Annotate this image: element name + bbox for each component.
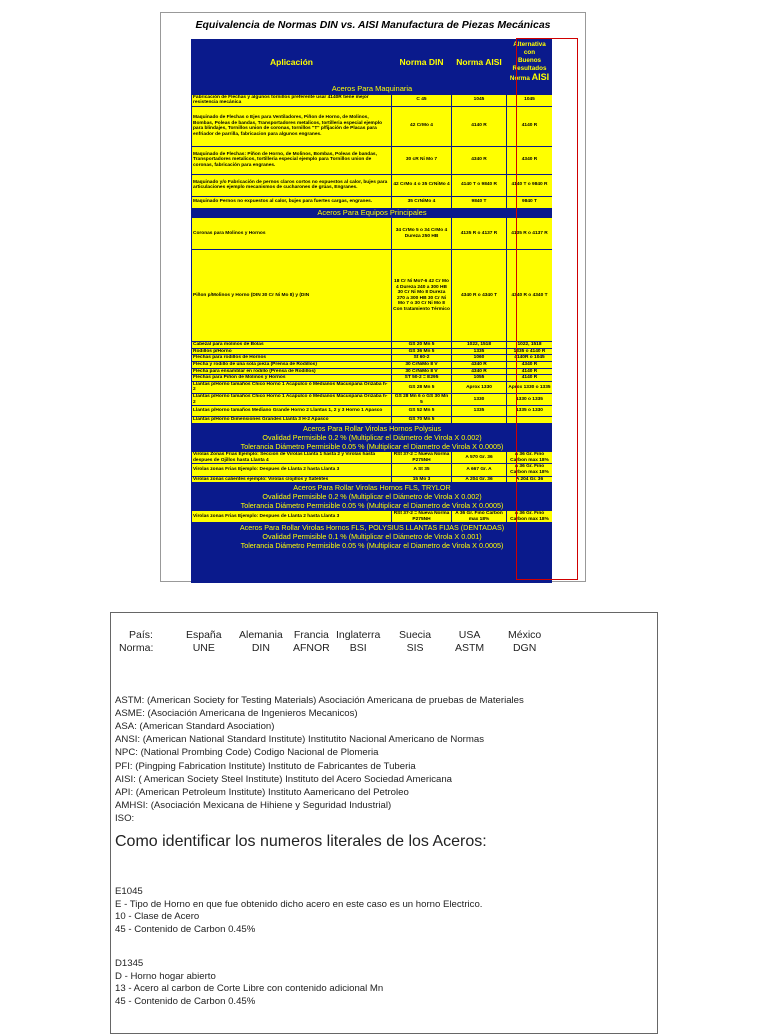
cell-aplicacion: Virolas Zonas Frias Ejemplo: Seccion de Virolas Llanta 1 hasta 2 y Virolas hasta despues de Ojillos hasta Llanta 4 [192,452,392,464]
cell-aisi: A 204 Gr. 36 [452,476,507,483]
code-line: 45 - Contenido de Carbon 0.45% [115,995,256,1007]
cell-alternativa: 4340 R o 4340 T [507,250,553,342]
abbreviation-line: NPC: (National Prombing Code) Codigo Nacional de Plomeria [115,747,379,759]
country-norm: BSI [349,642,367,654]
cell-alternativa: 9840 T [507,196,553,208]
cell-aisi: 1330 [452,393,507,405]
cell-aisi: 4340 R o 4340 T [452,250,507,342]
cell-aplicacion: Flecha para ensamblar en rodillo (Prensa de Rodillos) [192,368,392,375]
cell-din: 15 Mo 3 [392,476,452,483]
country-column [455,629,484,655]
abbreviation-line: ANSI: (American National Standard Institute) Institutito Nacional Americano de Normas [115,734,484,746]
section-line: Ovalidad Permisible 0.2 % (Multiplicar el Diámetro de Virola X 0.002) [262,433,482,443]
cell-din: ST 50-2 = E295 [392,375,452,382]
cell-aisi: A 667 Gr. A [452,464,507,476]
cell-alternativa: 4140 R [507,106,553,146]
table-row [192,355,553,362]
table-row [192,196,553,208]
cell-din: GS 28 Mn 6 o GS 30 Mn 5 [392,393,452,405]
header-alt-line4 [508,73,551,83]
cell-alternativa: 4140 R [507,368,553,375]
cell-aisi [452,417,507,424]
label-norma: Norma: [119,642,154,654]
country-column [239,629,283,655]
cell-aisi: A 570 Gr. 36 [452,452,507,464]
country-name: Alemania [239,629,283,641]
cell-aplicacion: Maquinado Pernos no expuestos al calor, bujes para fuertes cargas, engranes. [192,196,392,208]
country-name: Suecia [399,629,432,641]
code-line: D1345 [115,958,144,969]
country-norm: DGN [512,642,537,654]
cell-din: 42 CrMo 4 o 35 CrNiMo 4 [392,174,452,196]
cell-alternativa: 1335 o 1330 [507,406,553,417]
section-line: Tolerancia Diámetro Permisible 0.05 % (Multiplicar el Diametro de Virola X 0.0005) [240,501,504,511]
cell-alternativa: 4140 R [507,375,553,382]
cell-alternativa: 4135 R o 4137 R [507,218,553,250]
table-row [192,381,553,393]
code-line: E - Tipo de Horno en que fue obtenido dicho acero en este caso es un horno Electrico. [115,898,483,910]
abbreviation-line: AMHSI: (Asociación Mexicana de Hihiene y Seguridad Industrial) [115,799,392,811]
header-alt-line3: Resultados [512,65,547,72]
cell-aplicacion: Llantas p/Horno tamaños Chico Horno 1 Acapulco ó Medianos Macuspana Orizaba h-2 [192,381,392,393]
section-line: Tolerancia Diámetro Permisible 0.05 % (Multiplicar el Diametro de Virola X 0.0005) [240,541,504,551]
abbreviation-line: API: (American Petroleum Institute) Instituto Aamericano del Petroleo [115,786,409,798]
cell-aisi: 4340 R [452,361,507,368]
country-column [293,629,330,655]
cell-alternativa: 1330 o 1335 [507,393,553,405]
table-row [192,106,553,146]
table-row [192,218,553,250]
section-title [192,483,553,511]
equivalence-table [191,39,552,583]
cell-alternativa: A 204 Gr. 36 [507,476,553,483]
cell-alternativa: 4140R o 1045 [507,355,553,362]
country-name: Francia [293,629,329,641]
cell-aisi: A 36 Gr. Fino Carbon max 18% [452,511,507,523]
country-name: Inglaterra [336,629,381,641]
cell-din: C 45 [392,94,452,106]
group-polysius [192,452,553,483]
section-title: Aceros Para Equipos Principales [192,208,553,218]
cell-aisi: 9840 T [452,196,507,208]
cell-alternativa [507,417,553,424]
cell-aplicacion: Maquinado y/o Fabricación de pernos claros cortos no expuestos al calor, bujes para articulaciones ejemplo mecanismos de cucharones de grúas, Engranes. [192,174,392,196]
cell-aplicacion: Piñon p/Molinos y Horno (DIN 30 Cr Ni Mo 8) y (DIN [192,250,392,342]
cell-din: 42 CrMo 4 [392,106,452,146]
cell-din: GS 36 Mn 5 [392,348,452,355]
cell-aisi: 4340 R [452,146,507,174]
table-row [192,393,553,405]
cell-aplicacion: Flechas para rodillos de Hornos [192,355,392,362]
country-norm: ASTM [455,642,485,654]
table-row [192,511,553,523]
header-alt-line1: Alternativa con [513,41,546,56]
code-line: 45 - Contenido de Carbon 0.45% [115,923,256,935]
country-norm: AFNOR [293,642,330,654]
table-row [192,464,553,476]
header-aisi: Norma AISI [452,40,507,85]
header-row [192,40,553,85]
table-row [192,476,553,483]
section-fls-trylor [192,483,553,511]
cell-aisi: 1060 [452,355,507,362]
section-title: Aceros Para Maquinaria [192,85,553,95]
cell-aplicacion: Fabricación de Flechas y algunos tornillos preferente usar 4140R tiene mejor resistencia mecánica [192,94,392,106]
abbreviation-line: ASME: (Asociación Americana de Ingenieros Mecanicos) [115,708,358,720]
label-pais: País: [129,629,153,641]
abbreviation-line: ISO: [115,812,135,824]
section-line: Aceros Para Rollar Virolas Hornos FLS, POLYSIUS LLANTAS FIJAS (DENTADAS) [239,523,505,533]
country-column [336,629,380,655]
country-column [186,629,222,655]
norms-notes-page [110,612,658,1034]
cell-aisi: 4340 R [452,368,507,375]
equivalence-grid [191,39,552,551]
cell-din: A St 35 [392,464,452,476]
cell-aisi: 4140 T o 9840 R [452,174,507,196]
cell-din: St 60-2 [392,355,452,362]
section-line: Ovalidad Permisible 0.2 % (Multiplicar el Diámetro de Virola X 0.002) [262,492,482,502]
table-row [192,375,553,382]
cell-aisi: 4140 R [452,106,507,146]
table-row [192,342,553,349]
cell-din: GS 20 Mn 5 [392,342,452,349]
cell-aplicacion: Virolas zonas calientes ejemplo: Virolas c/ojillos y Satelites [192,476,392,483]
cell-aplicacion: Virolas zonas Frias Ejemplo: Despues de Llanta 2 hasta Llanta 3 [192,464,392,476]
cell-aplicacion: Maquinado de Flechas: Piñon de Horno, de Molinos, Bombas, Poleas de bandas, Transportadores metalicos, tortilleria especial ejemplo para Tornillos union de coronas, fabricación para engranes. [192,146,392,174]
country-column [508,629,541,655]
cell-alternativa: 1045 [507,94,553,106]
header-aplicacion: Aplicación [192,40,392,85]
country-norm: DIN [251,642,270,654]
cell-aplicacion: Cabezal para molinos de Bolas [192,342,392,349]
cell-alternativa: 4340 R [507,146,553,174]
cell-aisi: 1045 [452,94,507,106]
header-alt-line2: Buenos [517,57,542,64]
section-maquinaria [192,85,553,95]
cell-aplicacion: Rodillos p/Horno [192,348,392,355]
abbreviation-line: ASTM: (American Society for Testing Materials) Asociación Americana de pruebas de Materiales [115,695,524,706]
table-row [192,406,553,417]
cell-aplicacion: Llantas p/Horno tamaños Mediano Grande Horno 2 Llantas 1, 2 y 3 Horno 1 Apasco [192,406,392,417]
cell-din: RSt 37-2 = Nueva Norma P275NH [392,511,452,523]
cell-din: GS 70 Mn 5 [392,417,452,424]
cell-aisi: 1335 [452,406,507,417]
group-maquinaria [192,94,553,208]
cell-aplicacion: Virolas zonas Frias Ejemplo: Despues de Llanta 2 hasta Llanta 3 [192,511,392,523]
section-line: Ovalidad Permisible 0.1 % (Multiplicar el Diámetro de Virola X 0.001) [262,532,482,542]
header-din: Norma DIN [392,40,452,85]
cell-aplicacion: Coronas para Molinos y Hornos [192,218,392,250]
table-row [192,250,553,342]
table-row [192,174,553,196]
country-name: USA [458,629,481,641]
page-title: Equivalencia de Normas DIN vs. AISI Manufactura de Piezas Mecánicas [195,19,551,31]
table-row [192,348,553,355]
cell-aisi: Aprox 1330 [452,381,507,393]
section-title [192,424,553,452]
cell-aisi: 4135 R o 4137 R [452,218,507,250]
cell-alternativa: A 36 Gr. Fino Carbon max 18% [507,511,553,523]
cell-din: 30 cR Ni Mo 7 [392,146,452,174]
cell-alternativa: Aprox 1330 o 1335 [507,381,553,393]
section-heading: Como identificar los numeros literales de los Aceros: [115,833,487,850]
section-fls-polysius-fijas [192,523,553,551]
table-row [192,146,553,174]
cell-aisi: 1022, 1518 [452,342,507,349]
header-alt-norma: Norma [509,75,530,82]
cell-aplicacion: Flecha y rodillo de una sola pieza (Prensa de Rodillos) [192,361,392,368]
abbreviation-line: ASA: (American Standard Asociation) [115,721,275,733]
country-norm: SIS [406,642,424,654]
section-polysius [192,424,553,452]
cell-alternativa: A 36 Gr. Fino Carbon max 18% [507,464,553,476]
table-row [192,94,553,106]
cell-aplicacion: Maquinado de Flechas o Ejes para Ventiladores, Piñon de Horno, de Molinos, Bombas, Poleas de bandas, Transportadores metalicos, tortilleria especial ejemplo para blindajes, Tornillos union de coronas, tornillos "T" p/fijación de Placas para enfriador de parrilla, fabricacion para algunos engranes. [192,106,392,146]
cell-aplicacion: Llantas p/Horno tamaños Chico Horno 1 Acapulco ó Medianos Macuspana Orizaba h-2 [192,393,392,405]
code-line: D - Horno hogar abierto [115,970,216,982]
code-line: 10 - Clase de Acero [115,911,200,922]
country-labels [119,629,153,655]
cell-alternativa: 1022, 1518 [507,342,553,349]
section-line: Aceros Para Rollar Virolas Hornos Polysius [302,424,442,434]
cell-din: RSt 37-2 = Nueva Norma P275NH [392,452,452,464]
code-line: 13 - Acero al carbon de Corte Libre con contenido adicional Mn [115,983,384,994]
cell-aisi: 1055 [452,375,507,382]
group-fls-trylor [192,511,553,523]
table-row [192,368,553,375]
table-row [192,361,553,368]
header-alternativa [507,40,553,85]
cell-aisi: 1335 [452,348,507,355]
code-line: E1045 [115,886,143,897]
group-equipos [192,218,553,424]
section-title [192,523,553,551]
table-row [192,417,553,424]
steel-equivalence-page [160,12,586,582]
cell-din: 34 CrMo 5 o 34 CrMo 4 Dureza 250 HB [392,218,452,250]
cell-din: 30 CrNiMo 8 V [392,368,452,375]
country-column [399,629,431,655]
cell-alternativa: A 36 Gr. Fino Carbon max 18% [507,452,553,464]
abbreviation-line: AISI: ( American Society Steel Institute) Instituto del Acero Sociedad Americana [115,773,453,785]
cell-alternativa: 4140 T o 9840 R [507,174,553,196]
abbreviation-line: PFI: (Pingping Fabrication Institute) Instituto de Fabricantes de Tuberia [115,760,416,772]
section-equipos [192,208,553,218]
cell-alternativa: 4340 R [507,361,553,368]
cell-din: 30 CrNiMo 8 V [392,361,452,368]
header-alt-aisi: AISI [531,72,550,82]
cell-din: GS 52 Mn 5 [392,406,452,417]
section-line: Aceros Para Rollar Virolas Hornos FLS, TRYLOR [293,483,451,493]
cell-din: GS 28 Mn 5 [392,381,452,393]
country-name: España [186,629,222,641]
cell-aplicacion: Llantas p/Horno Dimensiones Grandes Llanta 3 H-2 Apasco [192,417,392,424]
country-name: México [508,629,542,641]
country-norm: UNE [192,642,215,654]
cell-alternativa: 1335 o 4140 R [507,348,553,355]
cell-din: 35 CrNiMo 4 [392,196,452,208]
cell-din: 18 Cr Ni Mo7-6 42 Cr Mo 4 Dureza 240 a 300 HB 30 Cr Ni Mo 8 Dureza 270 a 300 HB 30 Cr Ni Mo 7 o 30 Cr Ni Mo 8 Con tratamiento Térmico [392,250,452,342]
cell-aplicacion: Flechas para Piñon de Molinos y Hornos [192,375,392,382]
section-line: Tolerancia Diámetro Permisible 0.05 % (Multiplicar el Diametro de Virola X 0.0005) [240,442,504,452]
table-row [192,452,553,464]
